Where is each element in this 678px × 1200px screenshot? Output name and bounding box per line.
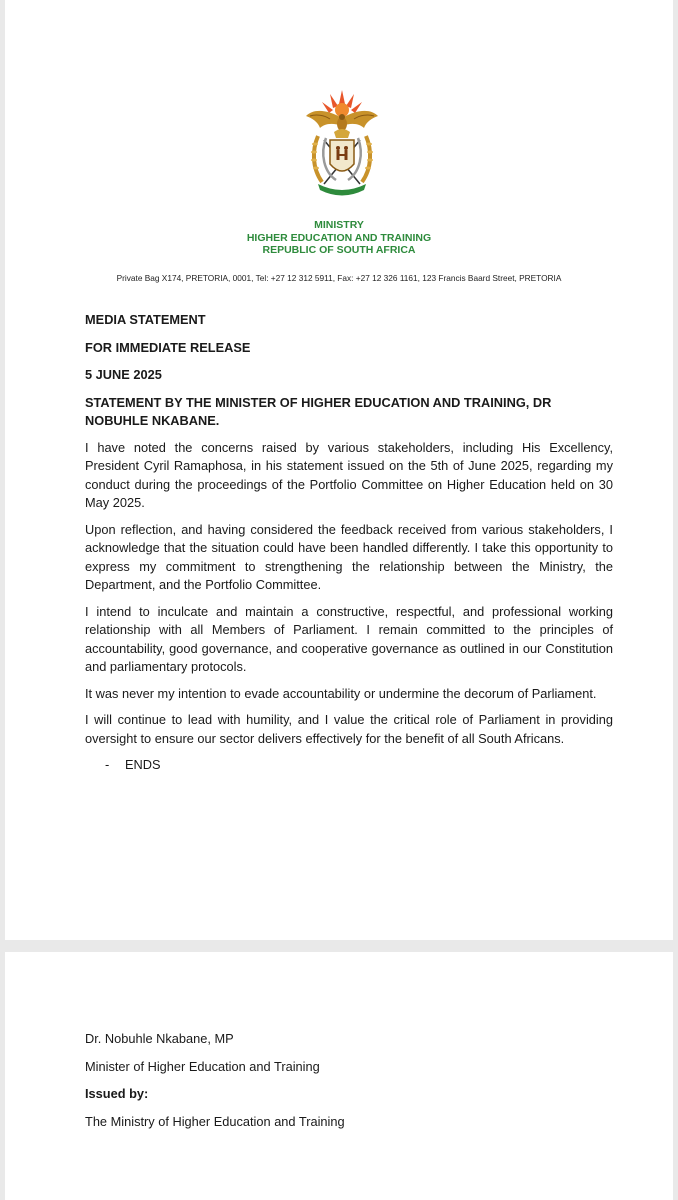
statement-paragraph: I intend to inculcate and maintain a constructive, respectful, and professional working relationship with all Members of Parliament. I remain committed to the principles of accountability, good governance, and cooperative governance as outlined in our Constitution and parliamentary protocols. [85,603,613,674]
release-label: FOR IMMEDIATE RELEASE [85,339,251,355]
ministry-line: MINISTRY [314,219,364,231]
statement-paragraph: It was never my intention to evade accountability or undermine the decorum of Parliament. [85,685,597,701]
issued-by-label: Issued by: [85,1086,149,1101]
signatory-position: Minister of Higher Education and Training [85,1058,320,1074]
ministry-line: HIGHER EDUCATION AND TRAINING [246,231,432,244]
contact-address: Private Bag X174, PRETORIA, 0001, Tel: +27 12 312 5911, Fax: +27 12 326 1161, 123 Francis Baard Street, PRETORIA [116,273,562,283]
ministry-heading [5,219,673,257]
ends-marker [105,756,613,775]
document-page-1 [5,0,673,940]
statement-paragraph: I have noted the concerns raised by various stakeholders, including His Excellency, President Cyril Ramaphosa, in his statement issued on the 5th of June 2025, regarding my conduct during the proceedings of the Portfolio Committee on Higher Education held on 30 May 2025. [85,439,613,510]
statement-paragraph: I will continue to lead with humility, and I value the critical role of Parliament in providing oversight to ensure our sector delivers effectively for the benefit of all South Africans. [85,712,613,746]
ministry-line: REPUBLIC OF SOUTH AFRICA [262,244,416,256]
statement-paragraph: Upon reflection, and having considered the feedback received from various stakeholders, I acknowledge that the situation could have been handled differently. I take this opportunity to express my commitment to strengthening the relationship between the Ministry, the Department, and the Portfolio Committee. [85,521,613,592]
statement-date: 5 JUNE 2025 [85,367,162,382]
ends-label: ENDS [125,757,161,772]
signatory-name: Dr. Nobuhle Nkabane, MP [85,1031,234,1046]
signoff-block [85,1030,345,1140]
statement-type: MEDIA STATEMENT [85,312,206,327]
document-page-2 [5,952,673,1200]
issuer-name: The Ministry of Higher Education and Training [85,1113,345,1129]
coat-of-arms-icon [300,88,384,200]
statement-title: STATEMENT BY THE MINISTER OF HIGHER EDUCATION AND TRAINING, DR NOBUHLE NKABANE. [85,394,552,428]
statement-body [85,311,613,775]
ends-dash: - [105,757,110,772]
